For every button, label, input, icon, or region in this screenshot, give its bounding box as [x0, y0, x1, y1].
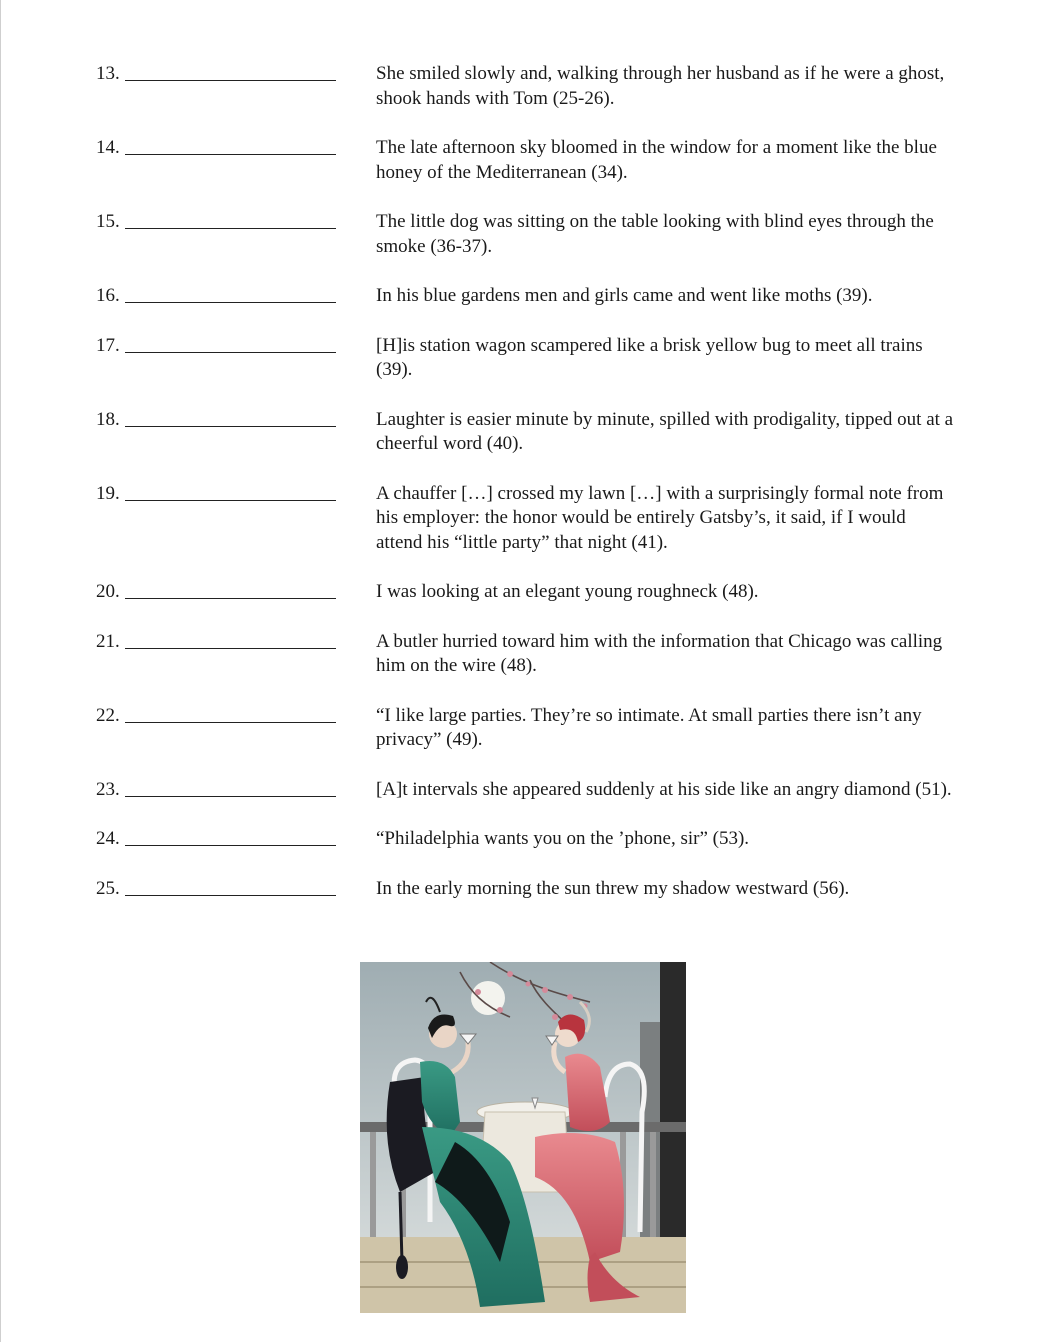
question-row	[1, 408, 1040, 457]
question-number: 19.	[96, 482, 120, 504]
question-row	[1, 827, 1040, 852]
question-number: 22.	[96, 704, 120, 726]
question-number: 16.	[96, 285, 120, 306]
question-row	[1, 334, 1040, 383]
question-row	[1, 136, 1040, 185]
answer-blank[interactable]	[125, 845, 336, 846]
answer-blank[interactable]	[125, 722, 336, 723]
question-number: 13.	[96, 63, 120, 84]
question-number: 15.	[96, 211, 120, 232]
question-number: 20.	[96, 581, 120, 602]
question-text: A chauffer […] crossed my lawn […] with a surprisingly formal note from his employer: the honor would be entirely Gatsby’s, it said, if I would attend his “little party” that night (41).	[376, 482, 944, 553]
answer-blank[interactable]	[125, 500, 336, 501]
answer-blank[interactable]	[125, 228, 336, 229]
question-text: A butler hurried toward him with the information that Chicago was calling him on the wire (48).	[376, 630, 943, 676]
question-number: 25.	[96, 877, 120, 899]
question-text: In the early morning the sun threw my shadow westward (56).	[376, 877, 850, 899]
two-women-drinking-illustration	[360, 962, 686, 1313]
art-deco-illustration	[360, 962, 686, 1313]
answer-blank[interactable]	[125, 352, 336, 353]
question-text: Laughter is easier minute by minute, spilled with prodigality, tipped out at a cheerful word (40).	[376, 408, 954, 454]
question-text: I was looking at an elegant young roughneck (48).	[376, 581, 759, 602]
answer-blank[interactable]	[125, 154, 336, 155]
question-row	[1, 482, 1040, 556]
question-text: The late afternoon sky bloomed in the window for a moment like the blue honey of the Mediterranean (34).	[376, 137, 937, 183]
question-number: 18.	[96, 408, 120, 430]
question-number: 21.	[96, 630, 120, 652]
question-number: 23.	[96, 778, 120, 800]
question-text: In his blue gardens men and girls came and went like moths (39).	[376, 285, 873, 306]
question-row	[1, 877, 1040, 902]
question-row	[1, 778, 1040, 803]
question-row	[1, 62, 1040, 111]
question-number: 14.	[96, 137, 120, 158]
answer-blank[interactable]	[125, 426, 336, 427]
question-text: She smiled slowly and, walking through her husband as if he were a ghost, shook hands with Tom (25-26).	[376, 63, 945, 109]
question-text: “I like large parties. They’re so intimate. At small parties there isn’t any privacy” (49).	[376, 704, 922, 750]
question-text: [A]t intervals she appeared suddenly at his side like an angry diamond (51).	[376, 778, 952, 800]
question-text: [H]is station wagon scampered like a brisk yellow bug to meet all trains (39).	[376, 334, 923, 380]
question-row	[1, 704, 1040, 753]
answer-blank[interactable]	[125, 302, 336, 303]
question-row	[1, 630, 1040, 679]
answer-blank[interactable]	[125, 80, 336, 81]
question-number: 17.	[96, 334, 120, 356]
question-row	[1, 210, 1040, 259]
answer-blank[interactable]	[125, 598, 336, 599]
question-number: 24.	[96, 828, 120, 849]
answer-blank[interactable]	[125, 895, 336, 896]
question-row	[1, 284, 1040, 309]
answer-blank[interactable]	[125, 796, 336, 797]
question-text: “Philadelphia wants you on the ’phone, sir” (53).	[376, 828, 750, 849]
question-text: The little dog was sitting on the table looking with blind eyes through the smoke (36-37).	[376, 211, 934, 257]
answer-blank[interactable]	[125, 648, 336, 649]
question-list	[1, 62, 1040, 926]
question-row	[1, 580, 1040, 605]
